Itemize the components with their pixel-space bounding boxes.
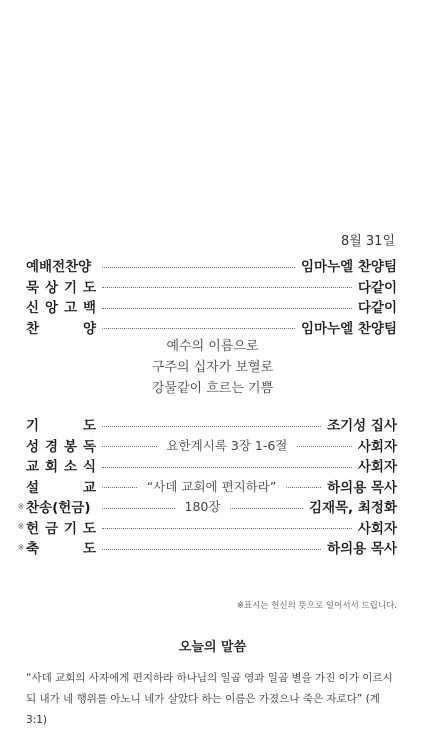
hymn-line: 예수의 이름으로 <box>166 339 259 354</box>
dot-leader <box>102 287 352 288</box>
dot-leader <box>286 487 321 488</box>
dot-leader <box>102 508 175 509</box>
order-label: 설 교 <box>26 479 96 496</box>
order-leader: 하의용 목사 <box>327 541 397 557</box>
order-label: 교 회 소 식 <box>26 459 96 475</box>
order-row <box>16 255 397 275</box>
dot-leader <box>102 487 137 488</box>
dot-leader <box>102 328 295 329</box>
order-detail: 요한계시록 3장 1-6절 <box>166 437 288 453</box>
order-label: 묵 상 기 도 <box>26 279 96 296</box>
dot-leader <box>102 549 321 550</box>
order-row <box>16 455 397 475</box>
order-row <box>16 317 397 337</box>
order-leader: 김재목, 최정화 <box>308 500 398 516</box>
order-row <box>16 496 397 516</box>
service-date: 8월 31일 <box>340 234 395 249</box>
order-row <box>16 537 397 557</box>
order-leader: 사회자 <box>357 520 397 537</box>
order-label: 성 경 봉 독 <box>26 438 96 455</box>
dot-leader <box>102 467 352 468</box>
standing-mark: ※ <box>17 501 25 511</box>
verse-line: “사데 교회의 사자에게 편지하라 하나님의 일곱 영과 일곱 별을 가진 이가 이르시 <box>26 672 393 684</box>
order-label: 헌 금 기 도 <box>26 520 96 537</box>
order-label: 예배전찬양 <box>26 259 92 275</box>
order-label: 기 도 <box>26 418 96 434</box>
dot-leader <box>102 308 352 309</box>
standing-mark: ※ <box>17 522 25 531</box>
dot-leader <box>102 426 321 427</box>
word-title: 오늘의 말씀 <box>178 640 247 655</box>
order-row <box>16 296 397 316</box>
scripture-verse <box>26 668 401 731</box>
order-label: 축 도 <box>26 541 96 557</box>
hymn-line: 강물같이 흐르는 기쁨 <box>151 381 274 396</box>
order-leader: 임마누엘 찬양팀 <box>301 259 397 275</box>
dot-leader <box>102 446 157 447</box>
order-leader: 다같이 <box>357 279 397 296</box>
dot-leader <box>102 528 352 529</box>
order-detail: 180장 <box>184 499 221 514</box>
order-label: 신 앙 고 백 <box>26 300 96 316</box>
verse-line: 되 내가 네 행위를 아노니 네가 살았다 하는 이름은 가졌으나 죽은 자로다” (계 3:1) <box>26 693 380 726</box>
order-leader: 다같이 <box>357 300 397 316</box>
order-leader: 임마누엘 찬양팀 <box>301 320 397 337</box>
standing-notice: ※표시는 헌신의 뜻으로 일어서서 드립니다. <box>236 601 397 611</box>
order-row <box>16 476 397 496</box>
dot-leader <box>230 508 303 509</box>
standing-mark: ※ <box>17 542 25 552</box>
order-leader: 사회자 <box>357 459 397 475</box>
order-row <box>16 517 397 537</box>
order-leader: 사회자 <box>357 438 397 455</box>
order-row <box>16 276 397 296</box>
dot-leader <box>102 267 295 268</box>
order-label: 찬송(헌금) <box>26 500 91 516</box>
order-detail: “사데 교회에 편지하라” <box>146 478 277 494</box>
order-leader: 하의용 목사 <box>327 479 398 496</box>
order-row <box>16 414 397 434</box>
order-label: 찬 양 <box>26 320 96 337</box>
order-leader: 조기성 집사 <box>327 418 397 434</box>
hymn-line: 구주의 십자가 보혈로 <box>151 360 274 375</box>
order-row <box>16 435 397 455</box>
dot-leader <box>297 446 352 447</box>
